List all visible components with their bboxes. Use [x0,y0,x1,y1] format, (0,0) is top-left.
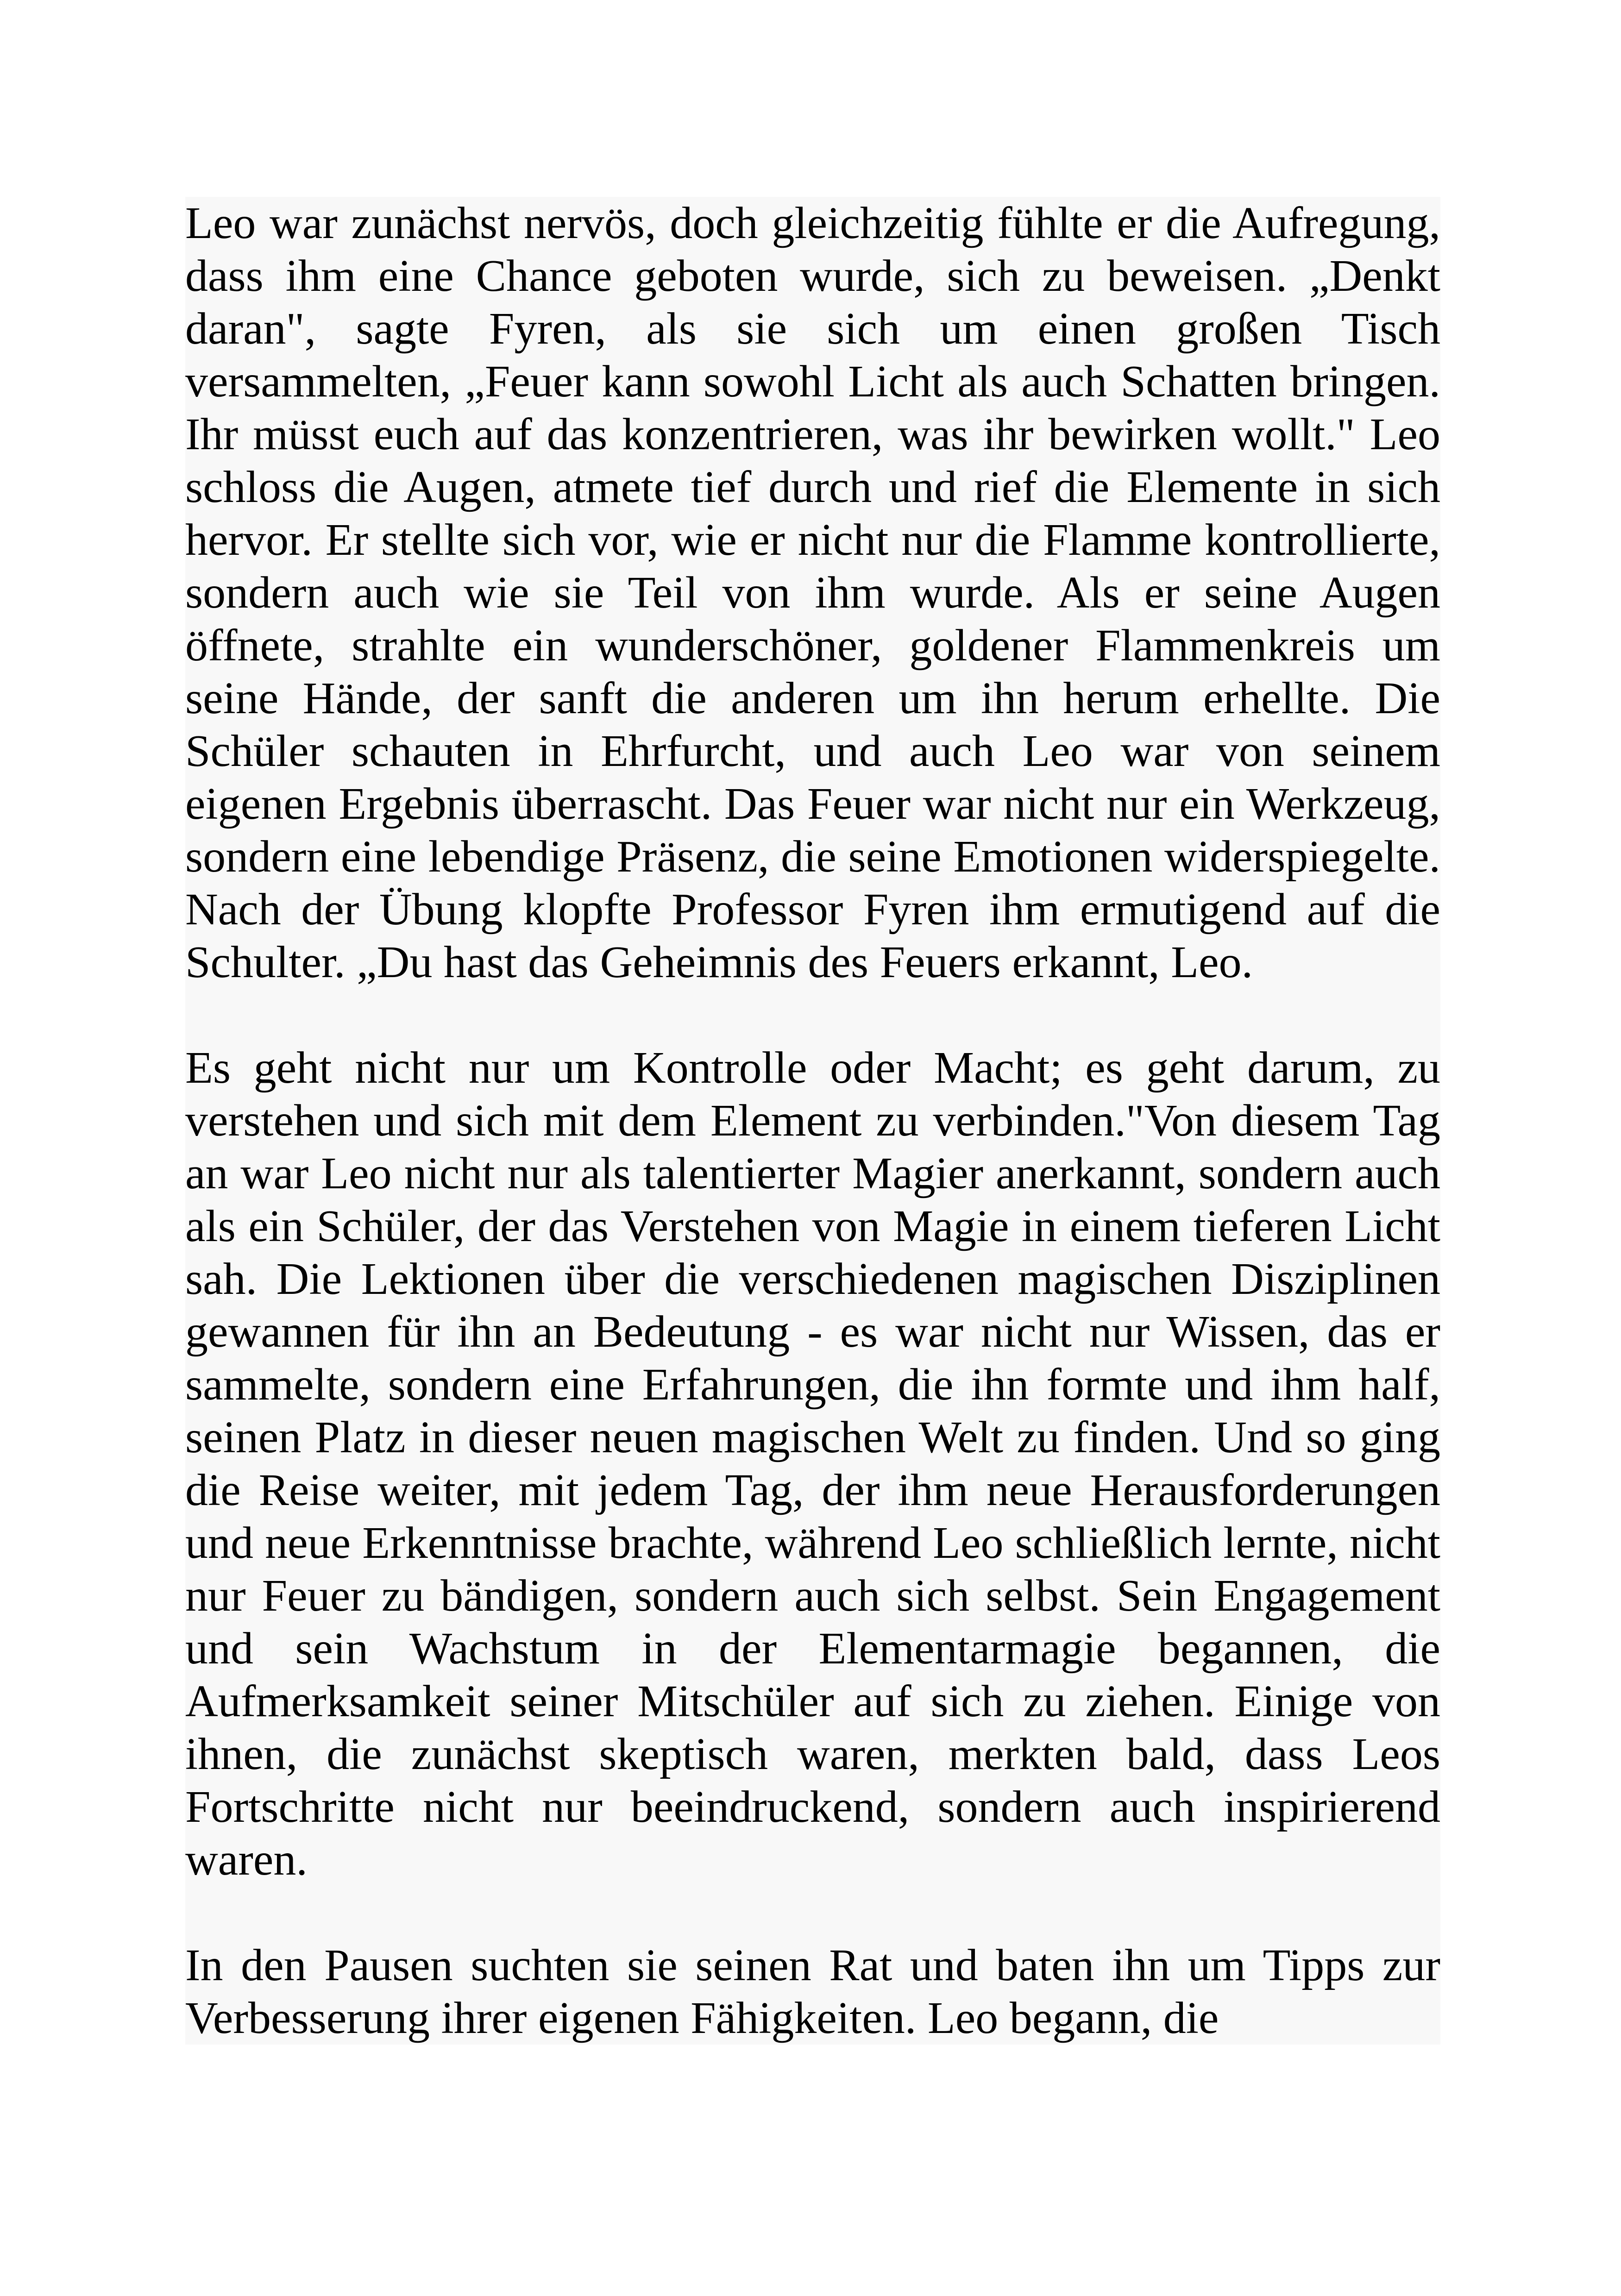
paragraph-2: Es geht nicht nur um Kontrolle oder Macht; es geht darum, zu verstehen und sich mit dem Element zu verbinden."Von diesem Tag an war Leo nicht nur als talentierter Magier anerkannt, sondern auch als ein Schüler, der das Verstehen von Magie in einem tieferen Licht sah. Die Lektionen über die verschiedenen magischen Disziplinen gewannen für ihn an Bedeutung - es war nicht nur Wissen, das er sammelte, sondern eine Erfahrungen, die ihn formte und ihm half, seinen Platz in dieser neuen magischen Welt zu finden. Und so ging die Reise weiter, mit jedem Tag, der ihm neue Herausforderungen und neue Erkenntnisse brachte, während Leo schließlich lernte, nicht nur Feuer zu bändigen, sondern auch sich selbst. Sein Engagement und sein Wachstum in der Elementarmagie begannen, die Aufmerksamkeit seiner Mitschüler auf sich zu ziehen. Einige von ihnen, die zunächst skeptisch waren, merkten bald, dass Leos Fortschritte nicht nur beeindruckend, sondern auch inspirierend waren. [185,1043,1440,1885]
paragraph-1: Leo war zunächst nervös, doch gleichzeitig fühlte er die Aufregung, dass ihm eine Chance geboten wurde, sich zu beweisen. „Denkt daran", sagte Fyren, als sie sich um einen großen Tisch versammelten, „Feuer kann sowohl Licht als auch Schatten bringen. Ihr müsst euch auf das konzentrieren, was ihr bewirken wollt." Leo schloss die Augen, atmete tief durch und rief die Elemente in sich hervor. Er stellte sich vor, wie er nicht nur die Flamme kontrollierte, sondern auch wie sie Teil von ihm wurde. Als er seine Augen öffnete, strahlte ein wunderschöner, goldener Flammenkreis um seine Hände, der sanft die anderen um ihn herum erhellte. Die Schüler schauten in Ehrfurcht, und auch Leo war von seinem eigenen Ergebnis überrascht. Das Feuer war nicht nur ein Werkzeug, sondern eine lebendige Präsenz, die seine Emotionen widerspiegelte. Nach der Übung klopfte Professor Fyren ihm ermutigend auf die Schulter. „Du hast das Geheimnis des Feuers erkannt, Leo. [185,198,1440,987]
text-block [185,197,1440,2045]
paragraph-3: In den Pausen suchten sie seinen Rat und baten ihn um Tipps zur Verbesserung ihrer eigenen Fähigkeiten. Leo begann, die [185,1940,1440,2043]
